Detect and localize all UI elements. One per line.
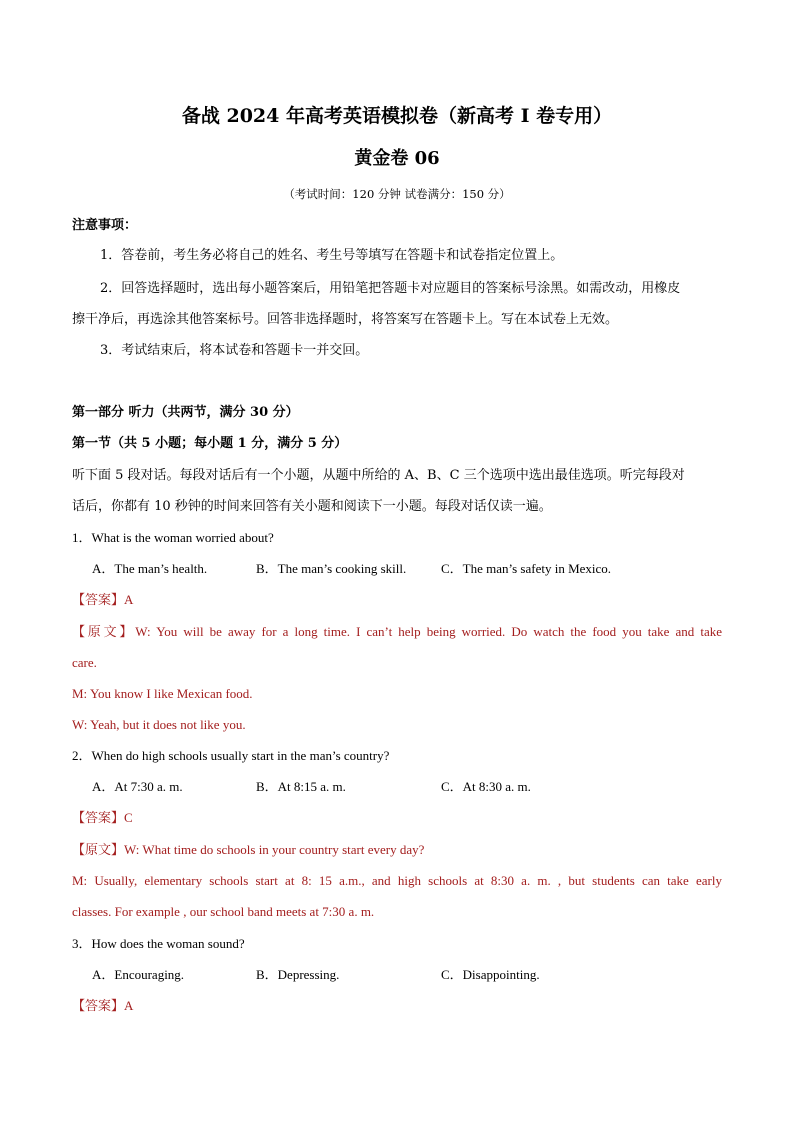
notice-item-2-line-1: 2．回答选择题时，选出每小题答案后，用铅笔把答题卡对应题目的答案标号涂黑。如需改动，用橡皮: [100, 281, 681, 296]
transcript-text: W: You will be away for a long time. I can’t help being worried. Do watch the food you take and take: [135, 624, 722, 639]
option-a: A．The man’s health.: [92, 561, 208, 576]
question-1-options: [92, 559, 712, 579]
option-b: B．The man’s cooking skill.: [256, 561, 407, 576]
question-3-options: [92, 965, 712, 985]
notice-item-2-line-2: 擦干净后，再选涂其他答案标号。回答非选择题时，将答案写在答题卡上。写在本试卷上无效。: [72, 312, 619, 327]
part1-heading: 第一部分 听力（共两节，满分 30 分）: [72, 405, 299, 420]
answer-tag: 【答案】: [72, 811, 125, 826]
option-b: B．Depressing.: [256, 967, 340, 982]
transcript-1-line-2: care.: [72, 655, 97, 670]
answer-3: [72, 996, 722, 1017]
instructions-line-1: 听下面 5 段对话。每段对话后有一个小题，从题中所给的 A、B、C 三个选项中选出最佳选项。听完每段对: [72, 468, 685, 483]
notice-item-3: 3．考试结束后，将本试卷和答题卡一并交回。: [100, 343, 369, 358]
answer-value: C: [124, 810, 133, 825]
transcript-tag: 【原文】: [72, 843, 125, 858]
answer-tag: 【答案】: [72, 999, 125, 1014]
option-c: C．At 8:30 a. m.: [441, 779, 531, 794]
transcript-1-line-1: [72, 622, 722, 643]
section1-heading: 第一节（共 5 小题；每小题 1 分，满分 5 分）: [72, 436, 348, 451]
question-1: 1．What is the woman worried about?: [72, 530, 274, 545]
page-title: 备战 2024 年高考英语模拟卷（新高考 I 卷专用）: [181, 105, 613, 127]
transcript-2-line-3: classes. For example , our school band meets at 7:30 a. m.: [72, 904, 375, 919]
transcript-1-line-3: M: You know I like Mexican food.: [72, 686, 253, 701]
question-2-options: [92, 777, 712, 797]
transcript-1-line-4: W: Yeah, but it does not like you.: [72, 717, 246, 732]
transcript-2-line-1: [72, 840, 722, 861]
instructions-line-2: 话后，你都有 10 秒钟的时间来回答有关小题和阅读下一小题。每段对话仅读一遍。: [72, 499, 552, 514]
transcript-2-line-2: M: Usually, elementary schools start at 8: 15 a.m., and high schools at 8:30 a. m. , but students can take early: [72, 873, 722, 888]
option-c: C．Disappointing.: [441, 967, 540, 982]
option-a: A．Encouraging.: [92, 967, 185, 982]
transcript-text: W: What time do schools in your country start every day?: [124, 842, 425, 857]
exam-info: （考试时间：120 分钟 试卷满分：150 分）: [283, 187, 511, 201]
answer-value: A: [124, 998, 134, 1013]
option-a: A．At 7:30 a. m.: [92, 779, 183, 794]
answer-1: [72, 590, 722, 611]
notice-item-1: 1．答卷前，考生务必将自己的姓名、考生号等填写在答题卡和试卷指定位置上。: [100, 248, 564, 263]
transcript-tag: 【原文】: [72, 625, 136, 640]
answer-tag: 【答案】: [72, 593, 125, 608]
option-c: C．The man’s safety in Mexico.: [441, 561, 612, 576]
option-b: B．At 8:15 a. m.: [256, 779, 346, 794]
paper-subtitle: 黄金卷 06: [354, 148, 440, 169]
answer-value: A: [124, 592, 134, 607]
question-2: 2．When do high schools usually start in the man’s country?: [72, 748, 390, 763]
answer-2: [72, 808, 722, 829]
notice-heading: 注意事项：: [72, 218, 138, 233]
question-3: 3．How does the woman sound?: [72, 936, 245, 951]
